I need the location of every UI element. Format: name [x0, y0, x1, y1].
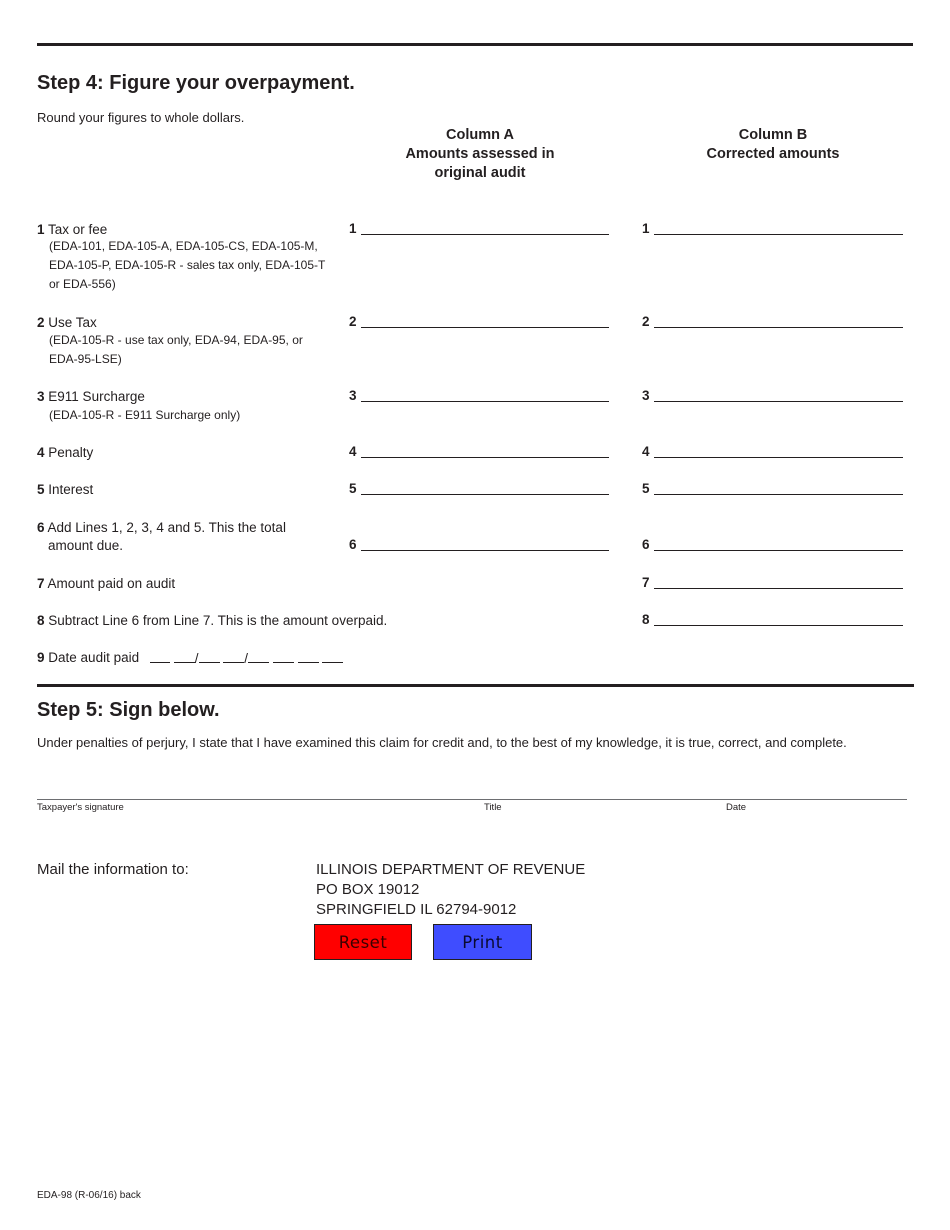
step4-instruction: Round your figures to whole dollars.	[37, 110, 245, 125]
line-2-col-b-field[interactable]	[654, 327, 903, 328]
column-b-header: Column B Corrected amounts	[706, 127, 840, 162]
line-7-col-b-field[interactable]	[654, 588, 903, 589]
line-5-col-b-num: 5	[642, 481, 650, 496]
line-5-col-b-field[interactable]	[654, 494, 903, 495]
line-7-col-b-num: 7	[642, 575, 650, 590]
line-5-col-a-field[interactable]	[361, 494, 609, 495]
line-4-col-b-num: 4	[642, 444, 650, 459]
line-3-sub: (EDA-105-R - E911 Surcharge only)	[49, 408, 241, 422]
mid-rule	[37, 684, 914, 687]
line-1-col-b-num: 1	[642, 221, 650, 236]
line-3-col-a-num: 3	[349, 388, 357, 403]
line-1-col-a-num: 1	[349, 221, 357, 236]
line-3-label: 3 E911 Surcharge	[37, 389, 145, 404]
reset-button[interactable]: Reset	[314, 924, 412, 960]
step5-title: Step 5: Sign below.	[37, 699, 220, 721]
line-4-col-b-field[interactable]	[654, 457, 903, 458]
line-2-col-b-num: 2	[642, 314, 650, 329]
line-4-label: 4 Penalty	[37, 445, 94, 460]
print-button[interactable]: Print	[433, 924, 532, 960]
mail-label: Mail the information to:	[37, 861, 189, 878]
line-3-col-b-num: 3	[642, 388, 650, 403]
step4-title: Step 4: Figure your overpayment.	[37, 72, 355, 94]
perjury-statement: Under penalties of perjury, I state that I have examined this claim for credit and, to the best of my knowledge, it is true, correct, and complete.	[37, 735, 847, 750]
signature-line[interactable]	[37, 799, 907, 800]
line-1-label: 1 Tax or fee	[37, 222, 108, 237]
column-a-header: Column A Amounts assessed in original audit	[405, 127, 555, 181]
top-rule	[37, 43, 913, 46]
signature-label: Taxpayer's signature	[37, 802, 124, 813]
form-footer: EDA-98 (R-06/16) back	[37, 1190, 141, 1201]
line-7-label: 7 Amount paid on audit	[37, 576, 176, 591]
line-2-sub: (EDA-105-R - use tax only, EDA-94, EDA-95, or EDA-95-LSE)	[49, 333, 303, 366]
line-9-label: 9 Date audit paid	[37, 650, 140, 665]
date-audit-paid-field[interactable]: / /	[150, 651, 343, 666]
line-6-label: 6 Add Lines 1, 2, 3, 4 and 5. This the total amount due.	[37, 520, 286, 553]
line-6-col-b-field[interactable]	[654, 550, 903, 551]
line-5-col-a-num: 5	[349, 481, 357, 496]
line-6-col-b-num: 6	[642, 537, 650, 552]
line-1-sub: (EDA-101, EDA-105-A, EDA-105-CS, EDA-105-M, EDA-105-P, EDA-105-R - sales tax only, EDA-105-T or EDA-556)	[49, 239, 326, 291]
line-5-label: 5 Interest	[37, 482, 94, 497]
line-3-col-b-field[interactable]	[654, 401, 903, 402]
line-6-col-a-field[interactable]	[361, 550, 609, 551]
line-8-label: 8 Subtract Line 6 from Line 7. This is the amount overpaid.	[37, 613, 388, 628]
line-2-label: 2 Use Tax	[37, 315, 97, 330]
line-6-col-a-num: 6	[349, 537, 357, 552]
date-label: Date	[726, 802, 747, 813]
line-1-col-a-field[interactable]	[361, 234, 609, 235]
line-2-col-a-field[interactable]	[361, 327, 609, 328]
line-1-col-b-field[interactable]	[654, 234, 903, 235]
line-4-col-a-num: 4	[349, 444, 357, 459]
line-2-col-a-num: 2	[349, 314, 357, 329]
title-label: Title	[484, 802, 502, 813]
line-3-col-a-field[interactable]	[361, 401, 609, 402]
line-8-col-b-num: 8	[642, 612, 650, 627]
line-8-col-b-field[interactable]	[654, 625, 903, 626]
line-4-col-a-field[interactable]	[361, 457, 609, 458]
mail-address: ILLINOIS DEPARTMENT OF REVENUE PO BOX 19012 SPRINGFIELD IL 62794-9012	[316, 861, 586, 918]
